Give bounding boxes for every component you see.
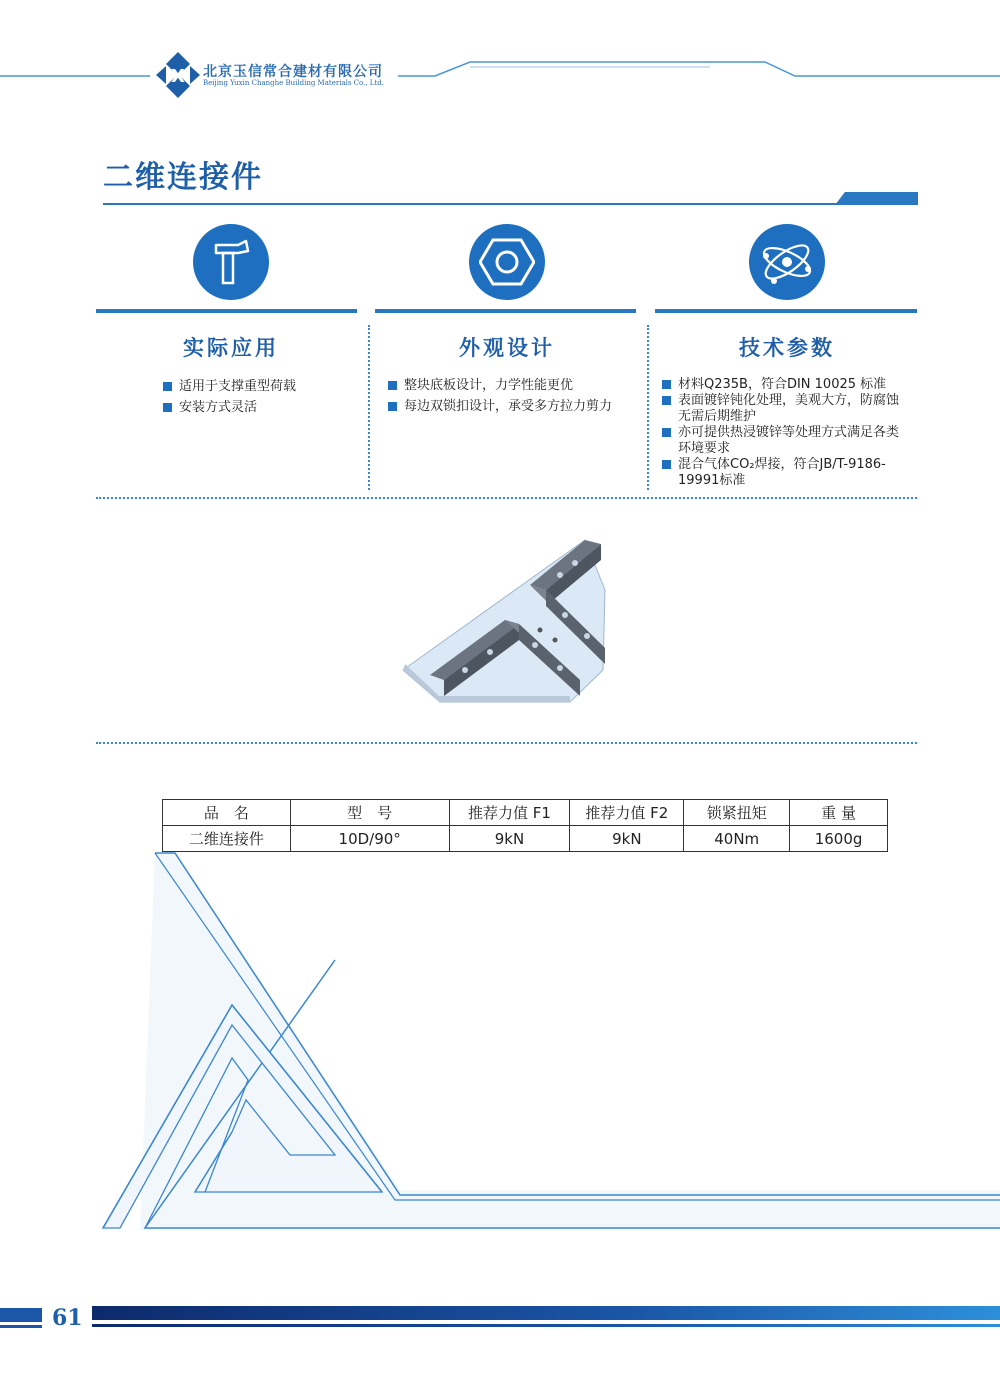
company-name-cn: 北京玉信常合建材有限公司 — [203, 64, 383, 80]
page-number: 61 — [52, 1305, 83, 1331]
hex-nut-icon — [469, 224, 545, 300]
feature-list-tech-params — [662, 377, 910, 489]
column-divider-2 — [647, 325, 649, 490]
column-rule-3 — [655, 309, 917, 313]
feature-title-tech-params: 技术参数 — [739, 336, 835, 360]
svg-text:X: X — [171, 66, 185, 87]
list-item: 混合气体CO₂焊接，符合JB/T-9186-19991标准 — [662, 457, 910, 489]
table-cell: 9kN — [570, 826, 684, 852]
table-header-cell: 推荐力值 F1 — [449, 800, 570, 826]
list-item: 亦可提供热浸镀锌等处理方式满足各类环境要求 — [662, 425, 910, 457]
product-image — [395, 530, 615, 710]
column-rule-1 — [96, 309, 357, 313]
table-cell: 9kN — [449, 826, 570, 852]
header-decoration — [0, 0, 1000, 110]
feature-list-application — [163, 379, 363, 421]
hammer-icon — [193, 224, 269, 300]
feature-list-design — [388, 378, 648, 420]
company-name-en: Beijing Yuxin Changhe Building Materials Co., Ltd. — [203, 79, 384, 87]
list-item: 材料Q235B，符合DIN 10025 标准 — [662, 377, 910, 393]
table-cell: 1600g — [790, 826, 888, 852]
spec-table — [162, 799, 888, 852]
table-cell: 10D/90° — [290, 826, 449, 852]
title-underline — [103, 203, 918, 205]
table-cell: 二维连接件 — [163, 826, 291, 852]
column-rule-2 — [375, 309, 636, 313]
table-cell: 40Nm — [684, 826, 790, 852]
title-accent-tab — [835, 192, 918, 205]
list-item: 适用于支撑重型荷载 — [163, 379, 363, 395]
yx-diamond-logo-icon — [156, 52, 200, 98]
table-header-row — [163, 800, 888, 826]
list-item: 每边双锁扣设计，承受多方拉力剪力 — [388, 399, 648, 415]
feature-title-application: 实际应用 — [183, 336, 279, 360]
table-header-cell: 型 号 — [290, 800, 449, 826]
atom-icon — [749, 224, 825, 300]
page-title: 二维连接件 — [103, 160, 263, 195]
section-divider-top — [96, 497, 917, 499]
footer-bar — [0, 1300, 1000, 1340]
list-item: 表面镀锌钝化处理，美观大方，防腐蚀无需后期维护 — [662, 393, 910, 425]
list-item: 安装方式灵活 — [163, 400, 363, 416]
decorative-triangles — [0, 850, 1000, 1240]
feature-title-design: 外观设计 — [459, 336, 555, 360]
section-divider-bottom — [96, 742, 917, 744]
table-row — [163, 826, 888, 852]
table-header-cell: 推荐力值 F2 — [570, 800, 684, 826]
column-divider-1 — [368, 325, 370, 490]
table-header-cell: 重 量 — [790, 800, 888, 826]
table-header-cell: 品 名 — [163, 800, 291, 826]
list-item: 整块底板设计，力学性能更优 — [388, 378, 648, 394]
table-header-cell: 锁紧扭矩 — [684, 800, 790, 826]
